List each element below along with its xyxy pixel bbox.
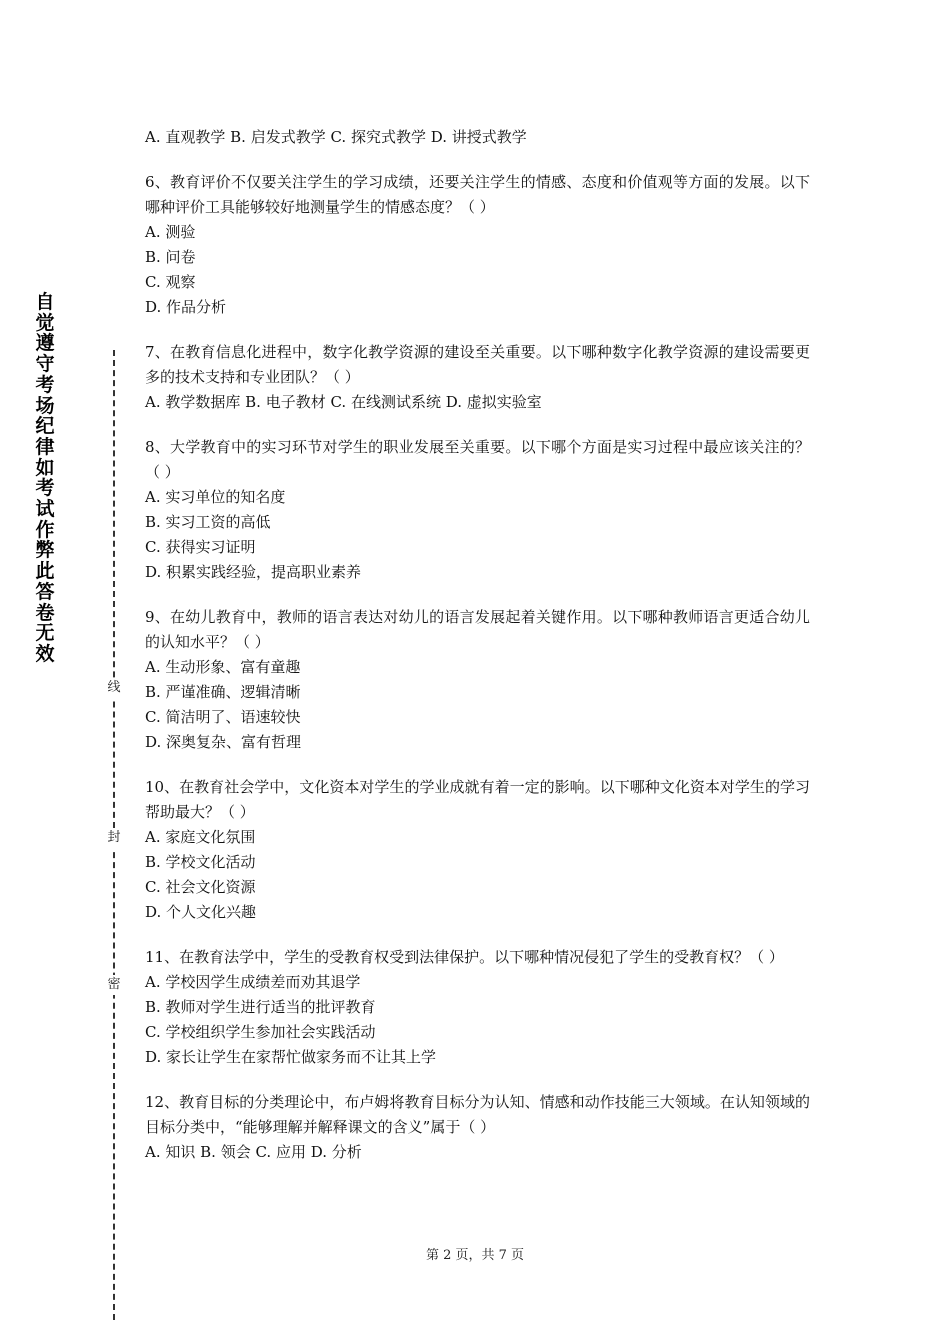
binding-mark-feng: 封 [105, 828, 123, 848]
option-c: C. 简洁明了、语速较快 [145, 708, 301, 726]
option-a: A. 家庭文化氛围 [145, 828, 256, 846]
question-10 [145, 775, 810, 925]
question-stem: 10、在教育社会学中，文化资本对学生的学业成就有着一定的影响。以下哪种文化资本对学生的学习帮助最大？（ ） [145, 778, 810, 821]
question-stem: 6、教育评价不仅要关注学生的学习成绩，还要关注学生的情感、态度和价值观等方面的发展。以下哪种评价工具能够较好地测量学生的情感态度？（ ） [145, 173, 810, 216]
option-d: D. 个人文化兴趣 [145, 903, 257, 921]
question-options-inline: A. 直观教学 B. 启发式教学 C. 探究式教学 D. 讲授式教学 [145, 128, 527, 146]
question-stem: 11、在教育法学中，学生的受教育权受到法律保护。以下哪种情况侵犯了学生的受教育权？（ ） [145, 948, 784, 966]
question-options-inline: A. 知识 B. 领会 C. 应用 D. 分析 [145, 1143, 362, 1161]
option-b: B. 教师对学生进行适当的批评教育 [145, 998, 376, 1016]
option-b: B. 严谨准确、逻辑清晰 [145, 683, 301, 701]
option-a: A. 学校因学生成绩差而劝其退学 [145, 973, 361, 991]
question-6 [145, 170, 810, 320]
question-7 [145, 340, 810, 415]
question-stem: 9、在幼儿教育中，教师的语言表达对幼儿的语言发展起着关键作用。以下哪种教师语言更适合幼儿的认知水平？（ ） [145, 608, 810, 651]
option-a: A. 生动形象、富有童趣 [145, 658, 301, 676]
option-b: B. 实习工资的高低 [145, 513, 271, 531]
question-stem: 7、在教育信息化进程中，数字化教学资源的建设至关重要。以下哪种数字化教学资源的建设需要更多的技术支持和专业团队？（ ） [145, 343, 810, 386]
exam-discipline-notice: 自觉遵守考场纪律如考试作弊此答卷无效 [35, 291, 55, 665]
option-d: D. 积累实践经验，提高职业素养 [145, 563, 362, 581]
option-a: A. 实习单位的知名度 [145, 488, 286, 506]
question-options-inline: A. 教学数据库 B. 电子教材 C. 在线测试系统 D. 虚拟实验室 [145, 393, 542, 411]
option-b: B. 学校文化活动 [145, 853, 256, 871]
option-c: C. 获得实习证明 [145, 538, 256, 556]
binding-mark-xian: 线 [105, 678, 123, 698]
question-list [145, 125, 810, 1185]
option-d: D. 家长让学生在家帮忙做家务而不让其上学 [145, 1048, 437, 1066]
option-a: A. 测验 [145, 223, 196, 241]
option-c: C. 学校组织学生参加社会实践活动 [145, 1023, 376, 1041]
option-c: C. 观察 [145, 273, 196, 291]
option-d: D. 深奥复杂、富有哲理 [145, 733, 302, 751]
question-5-continued [145, 125, 810, 150]
option-d: D. 作品分析 [145, 298, 227, 316]
binding-mark-mi: 密 [105, 975, 123, 995]
question-11 [145, 945, 810, 1070]
option-c: C. 社会文化资源 [145, 878, 256, 896]
option-b: B. 问卷 [145, 248, 196, 266]
question-9 [145, 605, 810, 755]
question-8 [145, 435, 810, 585]
question-12 [145, 1090, 810, 1165]
question-stem: 8、大学教育中的实习环节对学生的职业发展至关重要。以下哪个方面是实习过程中最应该关注的？（ ） [145, 438, 810, 481]
question-stem: 12、教育目标的分类理论中，布卢姆将教育目标分为认知、情感和动作技能三大领域。在认知领域的目标分类中，“能够理解并解释课文的含义”属于（ ） [145, 1093, 810, 1136]
page-number: 第 2 页，共 7 页 [425, 1248, 525, 1263]
